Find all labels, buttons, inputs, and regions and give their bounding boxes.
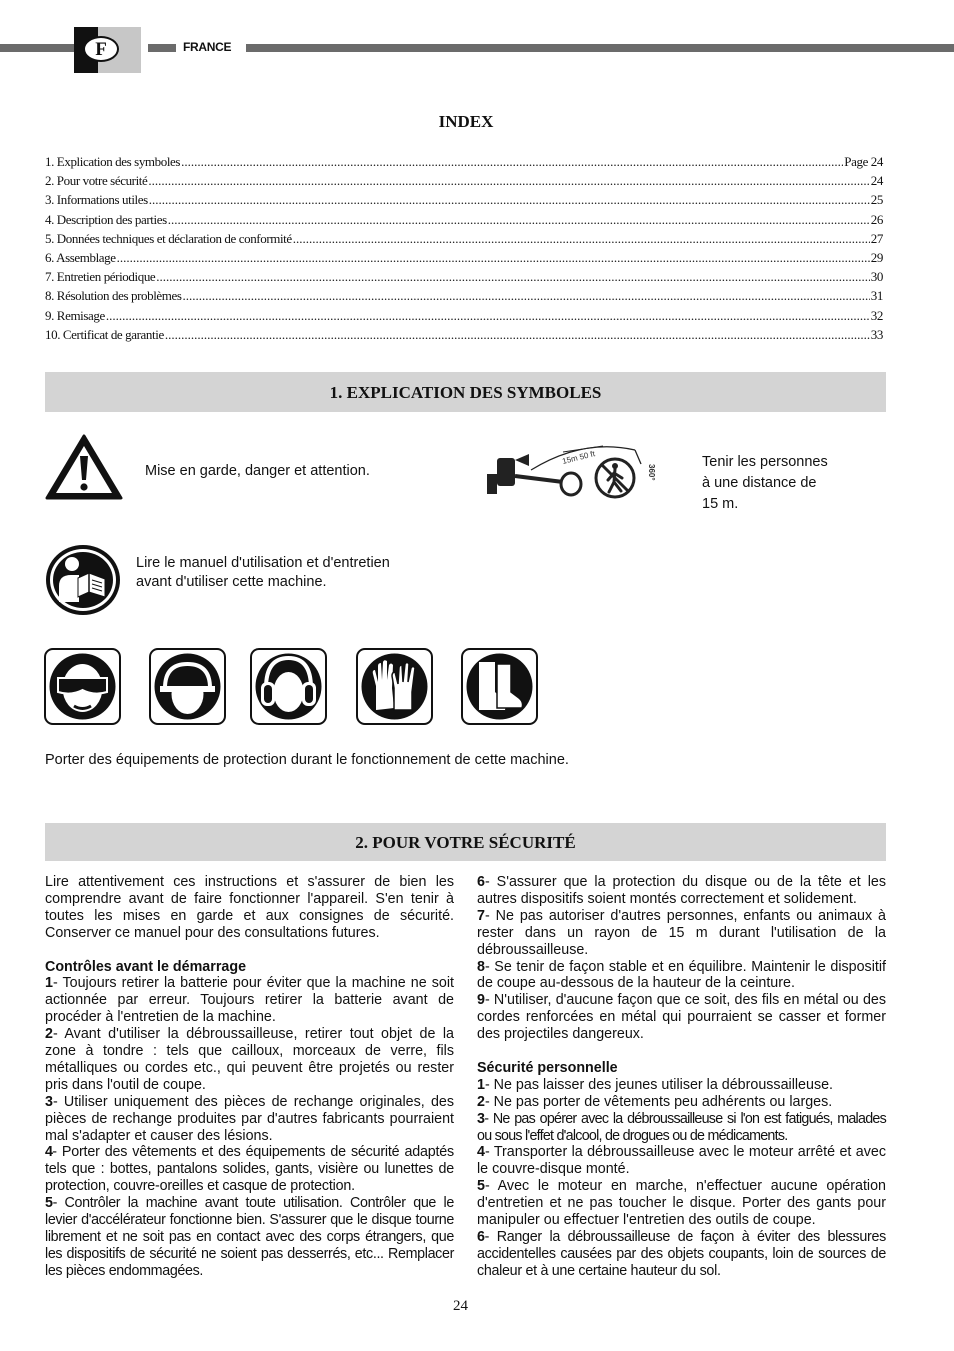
toc-entry[interactable]: 10. Certificat de garantie ..... 33 xyxy=(45,325,883,344)
read-manual-icon xyxy=(45,544,122,616)
list-item: 2- Avant d'utiliser la débroussailleuse, retirer tout objet de la zone à tondre : tels que cailloux, morceaux de verre, fils métalliques ou cordes etc., qui peuvent être projetés ou rester pris dans l'outil de coupe. xyxy=(45,1026,454,1093)
header-rule-right xyxy=(246,44,954,52)
safety-column-right xyxy=(477,874,886,1280)
warning-icon xyxy=(44,432,124,502)
safety-column-left xyxy=(45,874,454,1280)
toc-entry[interactable]: 2. Pour votre sécurité ..... 24 xyxy=(45,171,883,190)
list-item: 4- Porter des vêtements et des équipements de sécurité adaptés tels que : bottes, pantalons solides, gants, visière ou lunettes de protection, couvre-oreilles et casque de protection. xyxy=(45,1144,454,1195)
safety-gloves-icon xyxy=(356,648,433,725)
header-rule-middle xyxy=(148,44,176,52)
list-item: 5- Avec le moteur en marche, n'effectuer aucune opération d'entretien et ne pas toucher le disque. Porter des gants pour manipuler ou effectuer l'entretien des outils de coupe. xyxy=(477,1178,886,1229)
manual-description: Lire le manuel d'utilisation et d'entretien avant d'utiliser cette machine. xyxy=(136,555,390,590)
toc-entry[interactable]: 8. Résolution des problèmes ..... 31 xyxy=(45,286,883,305)
list-item: 1- Toujours retirer la batterie pour éviter que la machine ne soit actionnée par erreur. Toujours retirer la batterie avant de procéder à l'entretien de la machine. xyxy=(45,975,454,1026)
list-item: 1- Ne pas laisser des jeunes utiliser la débroussailleuse. xyxy=(477,1076,834,1093)
list-item: 8- Se tenir de façon stable et en équilibre. Maintenir le dispositif de coupe au-dessous de la hauteur de la ceinture. xyxy=(477,958,886,992)
personal-heading: Sécurité personnelle xyxy=(477,1059,618,1076)
toc-entry[interactable]: 5. Données techniques et déclaration de conformité ..... 27 xyxy=(45,229,883,248)
list-item: 6- S'assurer que la protection du disque ou de la tête et les autres dispositifs soient montés correctement et solidement. xyxy=(477,874,886,907)
list-item: 7- Ne pas autoriser d'autres personnes, enfants ou animaux à rester dans un rayon de 15 m durant l'utilisation de la débroussailleuse. xyxy=(477,907,886,958)
section-title-symbols: 1. EXPLICATION DES SYMBOLES xyxy=(45,372,886,412)
safety-boots-icon xyxy=(461,648,538,725)
safety-glasses-icon xyxy=(44,648,121,725)
warning-description: Mise en garde, danger et attention. xyxy=(145,463,370,479)
language-label: FRANCE xyxy=(183,40,232,54)
ppe-description: Porter des équipements de protection durant le fonctionnement de cette machine. xyxy=(45,752,569,768)
list-item: 6- Ranger la débroussailleuse de façon à éviter des blessures accidentelles causées par des objets coupants, loin de sources de chaleur et à une certaine hauteur du sol. xyxy=(477,1229,886,1279)
list-item: 4- Transporter la débroussailleuse avec le moteur arrêté et avec le couvre-disque monté. xyxy=(477,1144,886,1178)
toc-entry[interactable]: 4. Description des parties ..... 26 xyxy=(45,210,883,229)
table-of-contents xyxy=(45,152,883,344)
toc-entry[interactable]: 6. Assemblage ..... 29 xyxy=(45,248,883,267)
list-item: 3- Ne pas opérer avec la débroussailleuse si l'on est fatigués, malades ou sous l'effet d'alcool, de drogues ou de médicaments. xyxy=(477,1110,886,1144)
index-title: INDEX xyxy=(438,112,494,131)
checks-heading: Contrôles avant le démarrage xyxy=(45,958,247,975)
safety-helmet-icon xyxy=(149,648,226,725)
distance-icon-angle: 360° xyxy=(647,464,656,481)
list-item: 2- Ne pas porter de vêtements peu adhérents ou larges. xyxy=(477,1093,833,1110)
list-item: 3- Utiliser uniquement des pièces de rechange originales, des pièces de rechange produites par d'autres fabricants pourraient mal s'adapter et causer des lésions. xyxy=(45,1093,454,1144)
language-tab-letter: F xyxy=(83,36,119,62)
toc-entry[interactable]: 7. Entretien périodique ..... 30 xyxy=(45,267,883,286)
toc-entry[interactable]: 3. Informations utiles ..... 25 xyxy=(45,190,883,209)
toc-entry[interactable]: 9. Remisage ..... 32 xyxy=(45,306,883,325)
list-item: 9- N'utiliser, d'aucune façon que ce soit, des fils en métal ou des cordes renforcées en métal qui pourraient se casser et former des projectiles dangereux. xyxy=(477,992,886,1043)
distance-description: Tenir les personnes à une distance de 15 m. xyxy=(702,454,828,512)
section-title-safety: 2. POUR VOTRE SÉCURITÉ xyxy=(45,823,886,861)
language-tab xyxy=(74,27,141,73)
toc-entry[interactable]: 1. Explication des symboles ..... Page 24 xyxy=(45,152,883,171)
page-number: 24 xyxy=(453,1298,468,1314)
ear-protection-icon xyxy=(250,648,327,725)
header-rule-left xyxy=(0,44,74,52)
list-item: 5- Contrôler la machine avant toute utilisation. Contrôler que le levier d'accélérateur fonctionne bien. S'assurer que le disque tourne librement et ne soit pas en contact avec des corps étrangers, que les dispositifs de sécurité ne soient pas desserrés, etc... Remplacer les pièces endommagées. xyxy=(45,1195,454,1279)
keep-distance-icon xyxy=(483,436,658,510)
distance-icon-label: 15m 50 ft xyxy=(561,449,596,466)
safety-intro: Lire attentivement ces instructions et s'assurer de bien les comprendre avant de faire fonctionner l'appareil. S'en tenir à toutes les mises en garde et aux consignes de sécurité. Conserver ce manuel pour des consultations futures. xyxy=(45,874,454,941)
